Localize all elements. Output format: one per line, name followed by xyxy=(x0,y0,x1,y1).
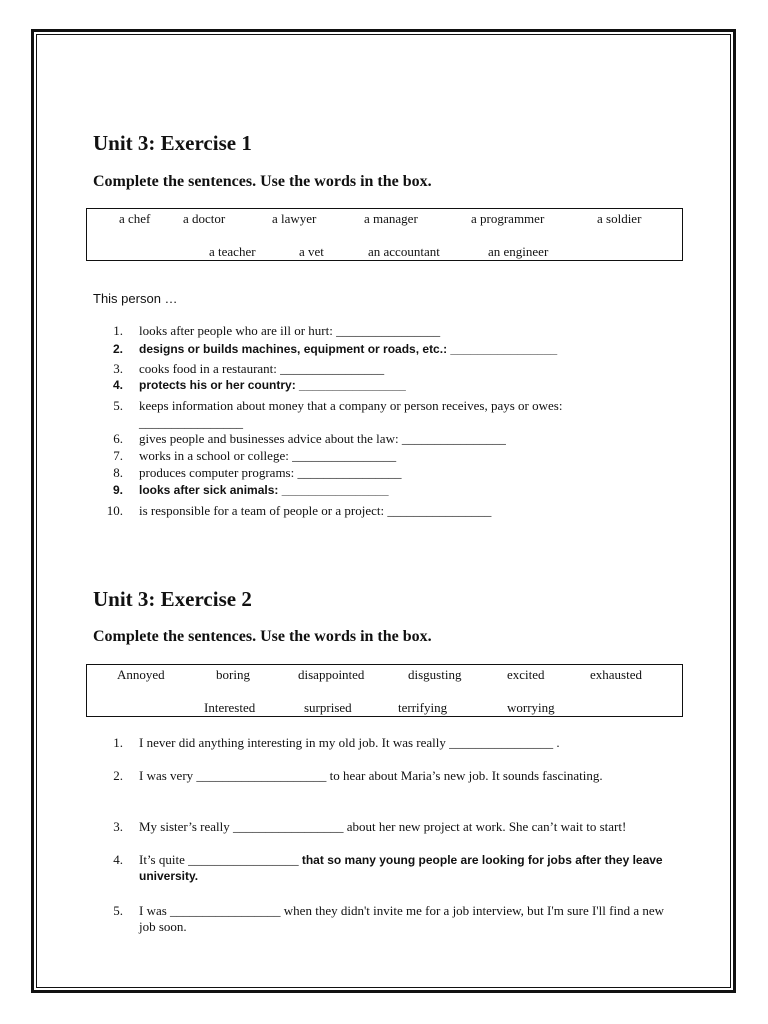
word: an accountant xyxy=(368,244,440,259)
word: exhausted xyxy=(590,667,642,682)
exercise1-title: Unit 3: Exercise 1 xyxy=(93,131,252,155)
word: disgusting xyxy=(408,667,462,682)
word: an engineer xyxy=(488,244,549,259)
word: a teacher xyxy=(209,244,256,259)
word: a chef xyxy=(119,211,151,226)
word: terrifying xyxy=(398,700,448,715)
exercise2-word-box xyxy=(86,664,683,717)
word: disappointed xyxy=(298,667,365,682)
word: Annoyed xyxy=(117,667,165,682)
word: a soldier xyxy=(597,211,642,226)
exercise1-word-box xyxy=(86,208,683,261)
word: a doctor xyxy=(183,211,226,226)
word: a manager xyxy=(364,211,418,226)
exercise2-instruction: Complete the sentences. Use the words in the box. xyxy=(93,628,432,645)
word: excited xyxy=(507,667,545,682)
exercise1-instruction: Complete the sentences. Use the words in the box. xyxy=(93,173,432,190)
exercise1-intro: This person … xyxy=(93,291,178,306)
word: a vet xyxy=(299,244,324,259)
word: worrying xyxy=(507,700,555,715)
exercise2-title: Unit 3: Exercise 2 xyxy=(93,587,252,611)
word: a lawyer xyxy=(272,211,317,226)
word: Interested xyxy=(204,700,256,715)
word: boring xyxy=(216,667,250,682)
word: a programmer xyxy=(471,211,545,226)
word: surprised xyxy=(304,700,352,715)
